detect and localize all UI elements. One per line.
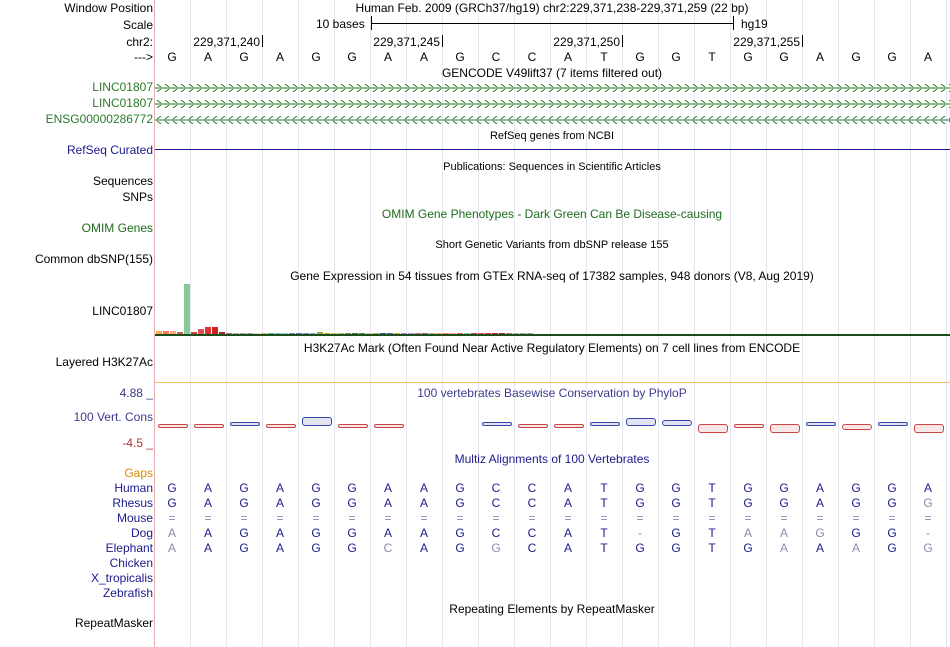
aligned-base: =	[240, 511, 248, 525]
refseq-title: RefSeq genes from NCBI	[489, 130, 615, 142]
reference-base: A	[383, 50, 392, 64]
aligned-base: =	[672, 511, 680, 525]
h3k27ac-label[interactable]: Layered H3K27Ac	[55, 355, 153, 369]
dbsnp-title: Short Genetic Variants from dbSNP release 155	[435, 239, 669, 251]
aligned-base: G	[743, 496, 753, 510]
gencode-gene-features[interactable]	[155, 80, 950, 128]
phylop-score-mark[interactable]	[266, 424, 296, 428]
aligned-base: A	[419, 541, 428, 555]
aligned-base: T	[708, 526, 716, 540]
aligned-base: A	[275, 526, 284, 540]
position-label: 229,371,245	[373, 35, 440, 49]
strand-label: --->	[134, 50, 153, 64]
position-label: 229,371,240	[193, 35, 260, 49]
aligned-base: T	[708, 481, 716, 495]
aligned-base: G	[347, 496, 357, 510]
phylop-score-mark[interactable]	[626, 418, 656, 426]
aligned-base: C	[491, 526, 501, 540]
aligned-base: =	[564, 511, 572, 525]
aligned-base: G	[887, 541, 897, 555]
aligned-base: G	[923, 496, 933, 510]
reference-base: T	[708, 50, 716, 64]
aligned-base: A	[563, 496, 572, 510]
aligned-base: =	[348, 511, 356, 525]
aligned-base: G	[167, 496, 177, 510]
aligned-base: A	[851, 541, 860, 555]
aligned-base: =	[600, 511, 608, 525]
aligned-base: G	[635, 496, 645, 510]
aligned-base: A	[419, 526, 428, 540]
aligned-base: C	[383, 541, 393, 555]
aligned-base: A	[419, 481, 428, 495]
reference-base: A	[923, 50, 932, 64]
aligned-base: =	[312, 511, 320, 525]
aligned-base: A	[167, 526, 176, 540]
aligned-base: G	[887, 526, 897, 540]
gtex-baseline	[155, 334, 950, 336]
gencode-track-label-1[interactable]: LINC01807	[92, 80, 153, 94]
scale-bar-left-tick	[371, 16, 372, 30]
aligned-base: G	[347, 541, 357, 555]
publications-title: Publications: Sequences in Scientific Articles	[443, 161, 661, 173]
position-tick	[802, 35, 803, 47]
phylop-label[interactable]: 100 Vert. Cons	[73, 410, 153, 424]
aligned-base: C	[527, 526, 537, 540]
publications-sequences-label[interactable]: Sequences	[92, 174, 153, 188]
aligned-base: G	[635, 541, 645, 555]
aligned-base: G	[239, 526, 249, 540]
h3k27ac-title: H3K27Ac Mark (Often Found Near Active Regulatory Elements) on 7 cell lines from ENCODE	[303, 341, 801, 355]
phylop-score-mark[interactable]	[518, 424, 548, 428]
species-label[interactable]: Chicken	[109, 556, 153, 570]
aligned-base: A	[923, 481, 932, 495]
aligned-base: =	[456, 511, 464, 525]
species-label[interactable]: Human	[114, 481, 153, 495]
aligned-base: =	[384, 511, 392, 525]
aligned-base: G	[671, 481, 681, 495]
aligned-base: =	[924, 511, 932, 525]
aligned-base: G	[455, 526, 465, 540]
reference-base: A	[563, 50, 572, 64]
reference-base: A	[275, 50, 284, 64]
species-label[interactable]: Zebrafish	[102, 586, 153, 600]
aligned-base: A	[563, 541, 572, 555]
reference-base: A	[815, 50, 824, 64]
aligned-base: =	[528, 511, 536, 525]
aligned-base: A	[779, 526, 788, 540]
aligned-base: G	[671, 496, 681, 510]
repeatmasker-title: Repeating Elements by RepeatMasker	[449, 602, 655, 616]
aligned-base: A	[275, 496, 284, 510]
omim-title: OMIM Gene Phenotypes - Dark Green Can Be Disease-causing	[381, 207, 723, 221]
window-position-label: Window Position	[64, 1, 153, 15]
scale-bar-right-tick	[733, 16, 734, 30]
aligned-base: C	[491, 481, 501, 495]
aligned-base: A	[383, 481, 392, 495]
aligned-base: G	[239, 481, 249, 495]
aligned-base: G	[347, 481, 357, 495]
aligned-base: A	[275, 541, 284, 555]
phylop-score-mark[interactable]	[734, 424, 764, 428]
aligned-base: G	[635, 481, 645, 495]
publications-snps-label[interactable]: SNPs	[122, 190, 153, 204]
aligned-base: T	[600, 541, 608, 555]
aligned-base: A	[167, 541, 176, 555]
aligned-base: T	[708, 541, 716, 555]
phylop-score-mark[interactable]	[842, 424, 872, 430]
scale-bar	[371, 23, 733, 24]
position-tick	[262, 35, 263, 47]
aligned-base: G	[491, 541, 501, 555]
phylop-score-mark[interactable]	[806, 422, 836, 426]
dbsnp-label[interactable]: Common dbSNP(155)	[34, 252, 153, 266]
reference-base: G	[167, 50, 177, 64]
aligned-base: G	[311, 526, 321, 540]
phylop-score-mark[interactable]	[770, 424, 800, 433]
gtex-tissue-bar[interactable]	[184, 284, 190, 334]
aligned-base: A	[563, 526, 572, 540]
species-label[interactable]: Mouse	[116, 511, 153, 525]
aligned-base: A	[275, 481, 284, 495]
aligned-base: =	[636, 511, 644, 525]
gencode-track-label-3[interactable]: ENSG00000286772	[45, 112, 153, 126]
aligned-base: G	[347, 526, 357, 540]
reference-base: G	[455, 50, 465, 64]
scale-text: 10 bases	[316, 17, 365, 31]
position-tick	[622, 35, 623, 47]
phylop-score-mark[interactable]	[230, 422, 260, 426]
aligned-base: =	[888, 511, 896, 525]
species-label[interactable]: Elephant	[105, 541, 153, 555]
aligned-base: G	[167, 481, 177, 495]
reference-base: A	[419, 50, 428, 64]
position-label: 229,371,255	[733, 35, 800, 49]
gtex-label[interactable]: LINC01807	[92, 304, 153, 318]
phylop-score-mark[interactable]	[158, 424, 188, 428]
aligned-base: G	[311, 541, 321, 555]
phylop-score-mark[interactable]	[194, 424, 224, 428]
aligned-base: A	[203, 481, 212, 495]
h3k27ac-baseline	[155, 382, 950, 383]
reference-base: A	[203, 50, 212, 64]
aligned-base: G	[239, 541, 249, 555]
aligned-base: =	[204, 511, 212, 525]
aligned-base: G	[239, 496, 249, 510]
aligned-base: A	[203, 541, 212, 555]
aligned-base: G	[311, 481, 321, 495]
position-label: 229,371,250	[553, 35, 620, 49]
aligned-base: -	[926, 526, 930, 540]
reference-base: G	[347, 50, 357, 64]
phylop-score-mark[interactable]	[482, 422, 512, 426]
gtex-title: Gene Expression in 54 tissues from GTEx RNA-seq of 17382 samples, 948 donors (V8, Aug 2019)	[290, 269, 814, 283]
phylop-score-mark[interactable]	[554, 424, 584, 428]
phylop-max: 4.88 _	[119, 386, 153, 400]
aligned-base: T	[600, 526, 608, 540]
aligned-base: =	[708, 511, 716, 525]
species-label[interactable]: Dog	[130, 526, 153, 540]
reference-base: T	[600, 50, 608, 64]
multiz-gaps-label[interactable]: Gaps	[124, 466, 153, 480]
aligned-base: A	[815, 481, 824, 495]
aligned-base: A	[419, 496, 428, 510]
reference-base: G	[851, 50, 861, 64]
scale-label: Scale	[122, 18, 153, 32]
aligned-base: =	[276, 511, 284, 525]
gencode-title: GENCODE V49lift37 (7 items filtered out)	[441, 66, 663, 80]
reference-base: C	[527, 50, 537, 64]
reference-base: G	[311, 50, 321, 64]
aligned-base: G	[455, 481, 465, 495]
multiz-title: Multiz Alignments of 100 Vertebrates	[454, 452, 650, 466]
phylop-score-mark[interactable]	[374, 424, 404, 428]
refseq-gene-line[interactable]	[155, 149, 950, 150]
aligned-base: T	[708, 496, 716, 510]
aligned-base: A	[203, 496, 212, 510]
aligned-base: G	[851, 496, 861, 510]
aligned-base: =	[420, 511, 428, 525]
aligned-base: C	[527, 481, 537, 495]
aligned-base: G	[923, 541, 933, 555]
aligned-base: G	[779, 496, 789, 510]
omim-label[interactable]: OMIM Genes	[81, 221, 153, 235]
phylop-title: 100 vertebrates Basewise Conservation by PhyloP	[417, 386, 687, 400]
phylop-score-mark[interactable]	[914, 424, 944, 433]
gene-chevrons-2	[155, 100, 950, 108]
aligned-base: A	[383, 526, 392, 540]
reference-base: G	[671, 50, 681, 64]
aligned-base: A	[815, 496, 824, 510]
phylop-score-mark[interactable]	[338, 424, 368, 428]
aligned-base: T	[600, 496, 608, 510]
aligned-base: =	[744, 511, 752, 525]
aligned-base: =	[492, 511, 500, 525]
gencode-track-label-2[interactable]: LINC01807	[92, 96, 153, 110]
species-label[interactable]: Rhesus	[112, 496, 153, 510]
repeatmasker-label[interactable]: RepeatMasker	[74, 616, 153, 630]
gene-chevrons-1	[155, 84, 950, 92]
reference-base: C	[491, 50, 501, 64]
aligned-base: G	[851, 526, 861, 540]
aligned-base: C	[527, 541, 537, 555]
aligned-base: A	[203, 526, 212, 540]
phylop-score-mark[interactable]	[698, 424, 728, 433]
phylop-score-mark[interactable]	[590, 422, 620, 426]
aligned-base: G	[311, 496, 321, 510]
scale-assembly: hg19	[741, 17, 768, 31]
phylop-score-mark[interactable]	[662, 420, 692, 426]
aligned-base: T	[600, 481, 608, 495]
aligned-base: G	[851, 481, 861, 495]
aligned-base: =	[168, 511, 176, 525]
gtex-tissue-bar[interactable]	[212, 327, 218, 334]
aligned-base: G	[743, 481, 753, 495]
gtex-tissue-bar[interactable]	[205, 327, 211, 334]
aligned-base: G	[455, 496, 465, 510]
aligned-base: C	[491, 496, 501, 510]
aligned-base: =	[816, 511, 824, 525]
reference-base: G	[239, 50, 249, 64]
aligned-base: G	[815, 526, 825, 540]
phylop-min: -4.5 _	[122, 436, 153, 450]
aligned-base: =	[780, 511, 788, 525]
aligned-base: G	[671, 526, 681, 540]
chrom-label: chr2:	[126, 35, 153, 49]
aligned-base: A	[743, 526, 752, 540]
aligned-base: A	[383, 496, 392, 510]
gene-chevrons-3	[155, 116, 950, 124]
aligned-base: G	[671, 541, 681, 555]
window-position-text: Human Feb. 2009 (GRCh37/hg19) chr2:229,371,238-229,371,259 (22 bp)	[355, 1, 749, 15]
aligned-base: C	[527, 496, 537, 510]
reference-base: G	[635, 50, 645, 64]
aligned-base: G	[887, 481, 897, 495]
aligned-base: G	[455, 541, 465, 555]
phylop-score-mark[interactable]	[878, 422, 908, 426]
aligned-base: G	[779, 481, 789, 495]
refseq-label[interactable]: RefSeq Curated	[66, 143, 153, 157]
reference-base: G	[887, 50, 897, 64]
aligned-base: G	[743, 541, 753, 555]
aligned-base: G	[887, 496, 897, 510]
phylop-score-mark[interactable]	[302, 417, 332, 426]
position-tick	[442, 35, 443, 47]
aligned-base: -	[638, 526, 642, 540]
aligned-base: A	[563, 481, 572, 495]
aligned-base: A	[779, 541, 788, 555]
aligned-base: A	[815, 541, 824, 555]
aligned-base: =	[852, 511, 860, 525]
reference-base: G	[779, 50, 789, 64]
reference-base: G	[743, 50, 753, 64]
species-label[interactable]: X_tropicalis	[90, 571, 153, 585]
